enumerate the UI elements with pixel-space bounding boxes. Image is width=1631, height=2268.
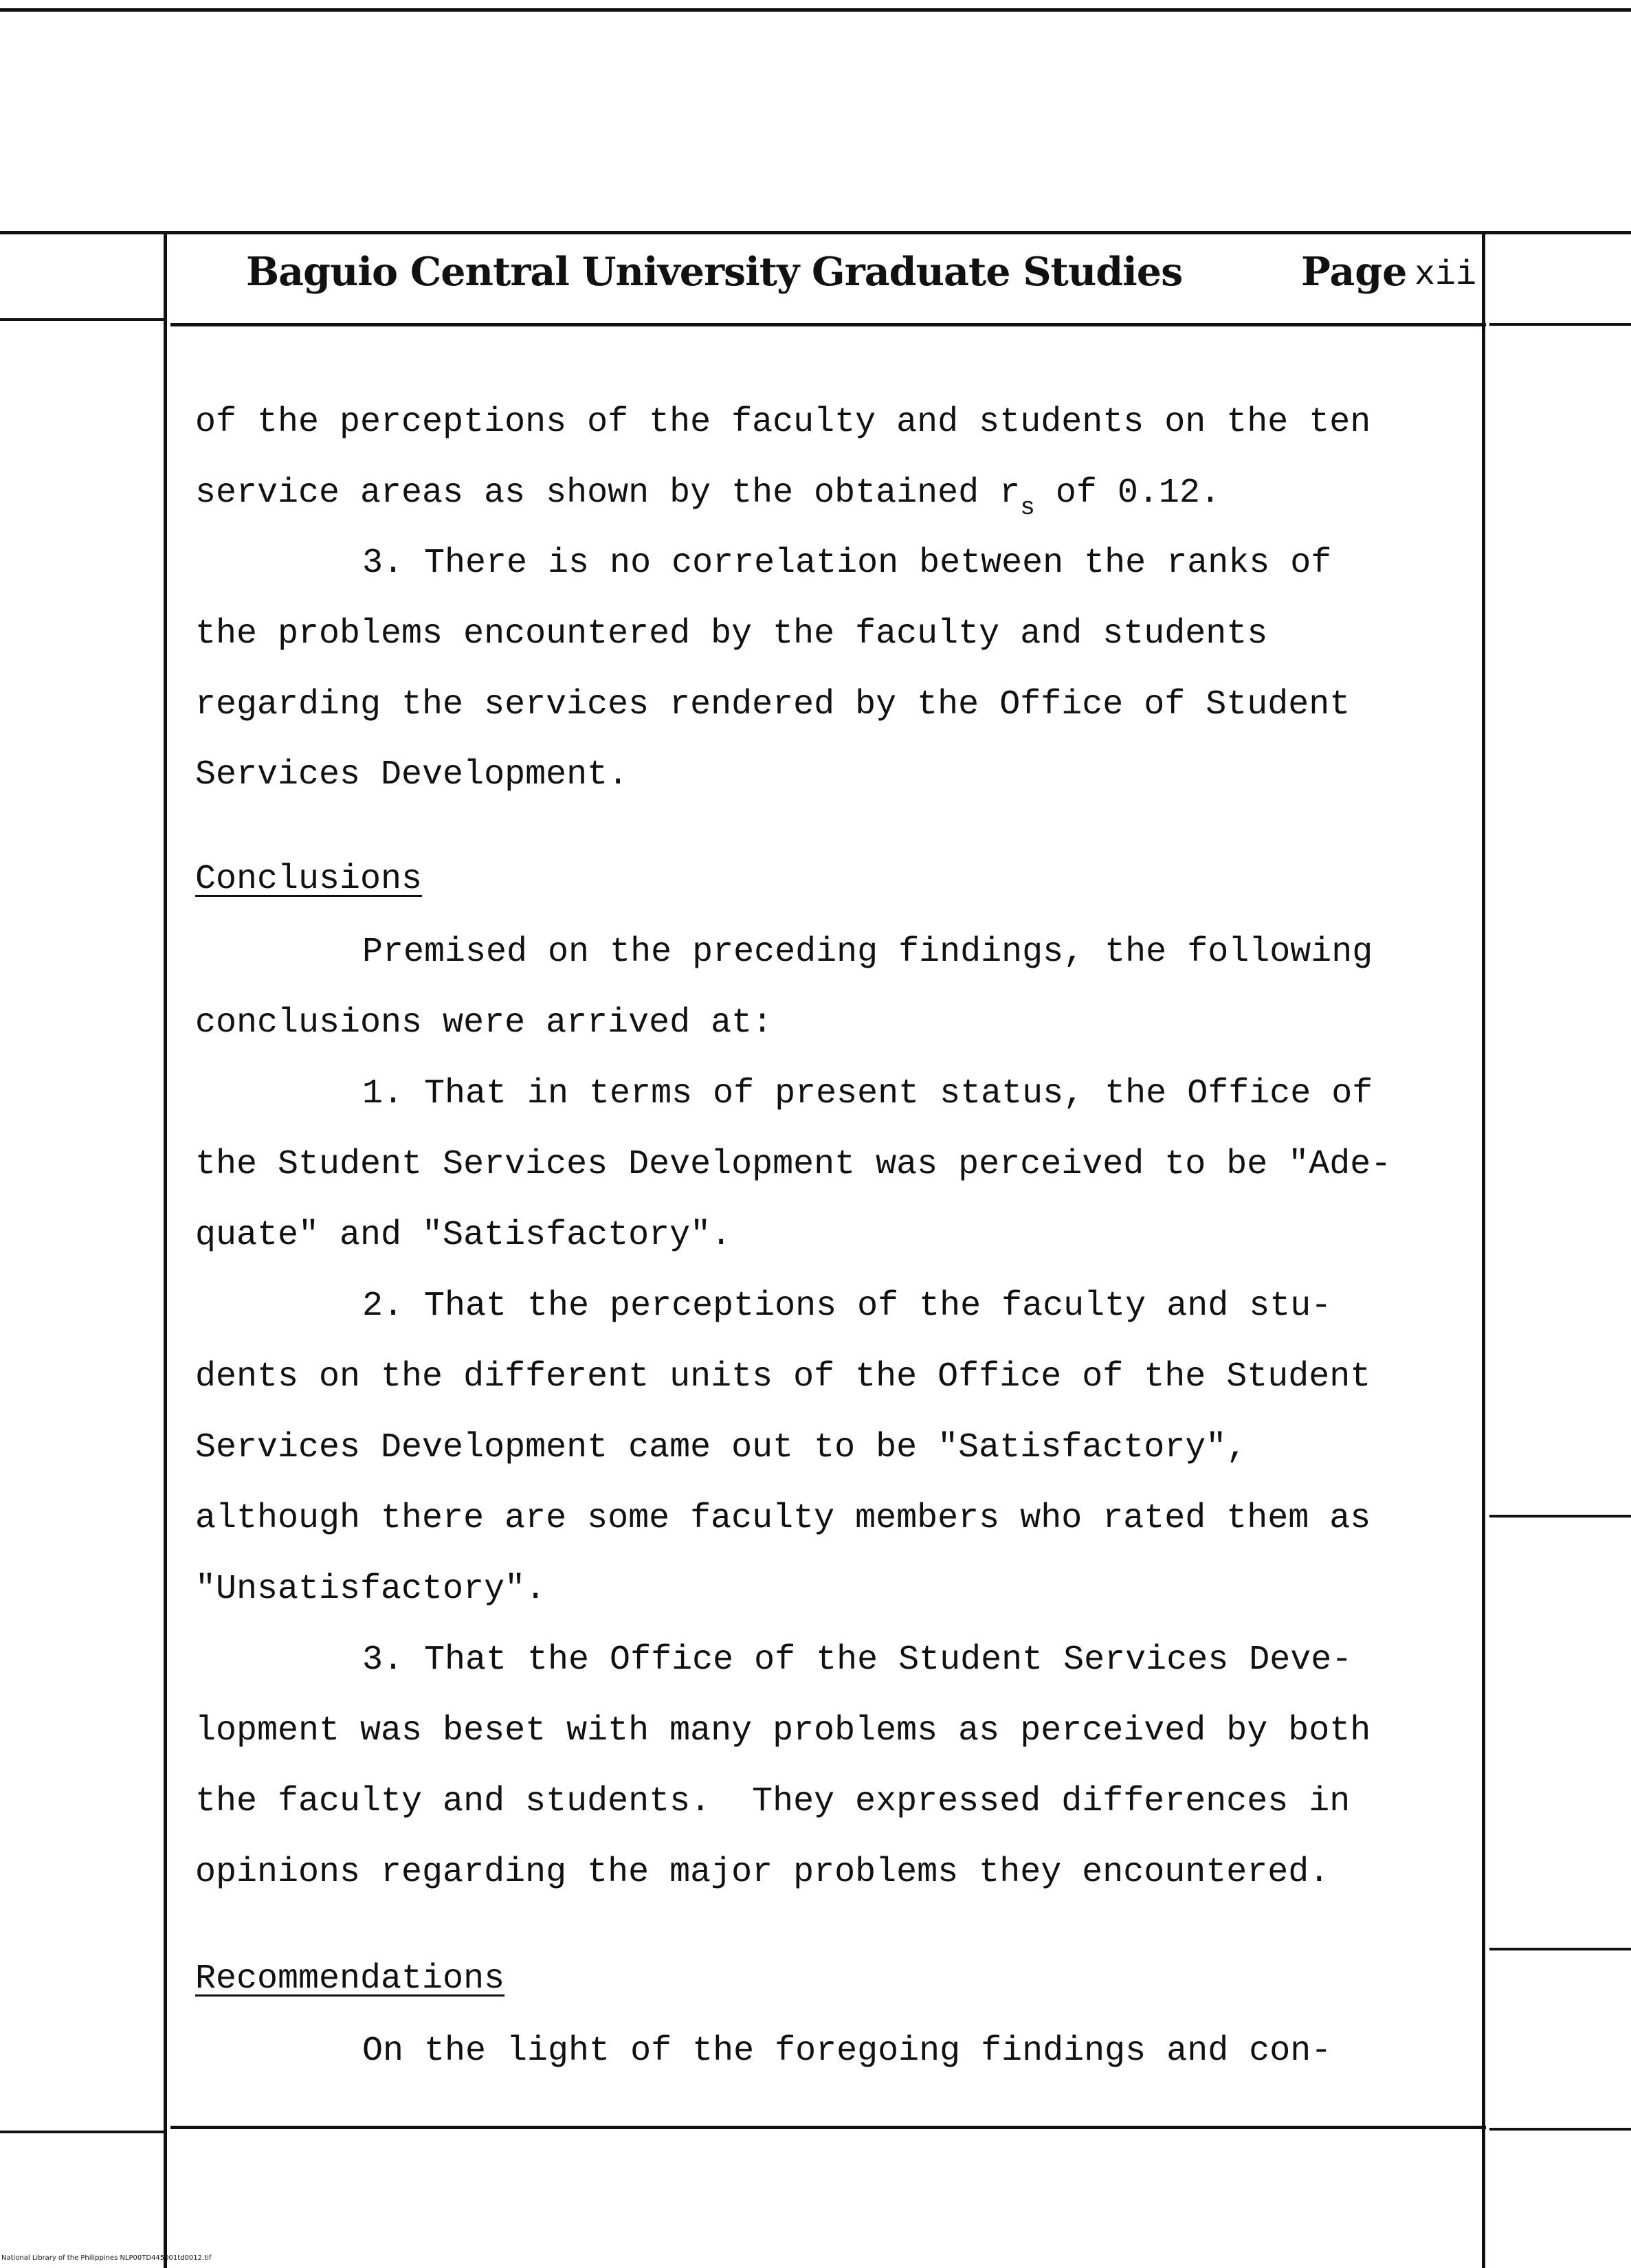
footer-line-right	[1489, 2128, 1631, 2131]
body-line: regarding the services rendered by the Office of Student	[195, 685, 1351, 724]
header-top-line	[0, 231, 1631, 234]
header-title: Baguio Central University Graduate Studies	[246, 249, 1183, 295]
body-line: conclusions were arrived at:	[195, 1003, 773, 1043]
body-line-with-subscript	[195, 473, 1221, 522]
body-line: 3. That the Office of the Student Services Deve-	[362, 1641, 1353, 1680]
body-line: lopment was beset with many problems as perceived by both	[195, 1711, 1371, 1750]
body-line: 2. That the perceptions of the faculty and stu-	[362, 1287, 1332, 1326]
body-line: the Student Services Development was perceived to be "Ade-	[195, 1145, 1392, 1184]
body-line: Services Development came out to be "Satisfactory",	[195, 1428, 1247, 1467]
body-line-part: of 0.12.	[1034, 474, 1221, 513]
body-line: dents on the different units of the Office of the Student	[195, 1357, 1371, 1397]
body-line: opinions regarding the major problems they encountered.	[195, 1853, 1330, 1892]
page-number: xii	[1414, 256, 1477, 295]
right-margin-tick-2	[1489, 1948, 1631, 1950]
body-line: the problems encountered by the faculty and students	[195, 614, 1268, 654]
page-label: Page	[1301, 249, 1408, 295]
conclusions-heading: Conclusions	[195, 860, 423, 899]
scan-credit: National Library of the Philippines NLP00TD445001td0012.tif	[1, 2254, 212, 2262]
body-line: quate" and "Satisfactory".	[195, 1216, 732, 1255]
body-line: of the perceptions of the faculty and students on the ten	[195, 403, 1371, 442]
body-line: Services Development.	[195, 755, 629, 794]
body-line: 3. There is no correlation between the ranks of	[362, 544, 1332, 583]
right-margin-line	[1482, 234, 1485, 2268]
top-border-line	[0, 8, 1631, 12]
body-line: although there are some faculty members who rated them as	[195, 1499, 1371, 1538]
body-line: Premised on the preceding findings, the following	[362, 933, 1373, 972]
footer-line-left	[0, 2131, 164, 2133]
body-line: "Unsatisfactory".	[195, 1570, 546, 1609]
footer-line	[170, 2126, 1486, 2129]
body-line: the faculty and students. They expressed differences in	[195, 1782, 1351, 1821]
header-bottom-line	[170, 323, 1486, 326]
body-line: 1. That in terms of present status, the Office of	[362, 1074, 1373, 1113]
recommendations-heading: Recommendations	[195, 1959, 505, 1999]
left-margin-line	[164, 234, 167, 2268]
header-bottom-line-left	[0, 318, 164, 321]
header-bottom-line-right	[1489, 323, 1631, 326]
body-line-part: service areas as shown by the obtained r	[195, 474, 1021, 513]
subscript-s: s	[1020, 493, 1035, 522]
body-line: On the light of the foregoing findings and con-	[362, 2032, 1332, 2071]
right-margin-tick-1	[1489, 1515, 1631, 1517]
